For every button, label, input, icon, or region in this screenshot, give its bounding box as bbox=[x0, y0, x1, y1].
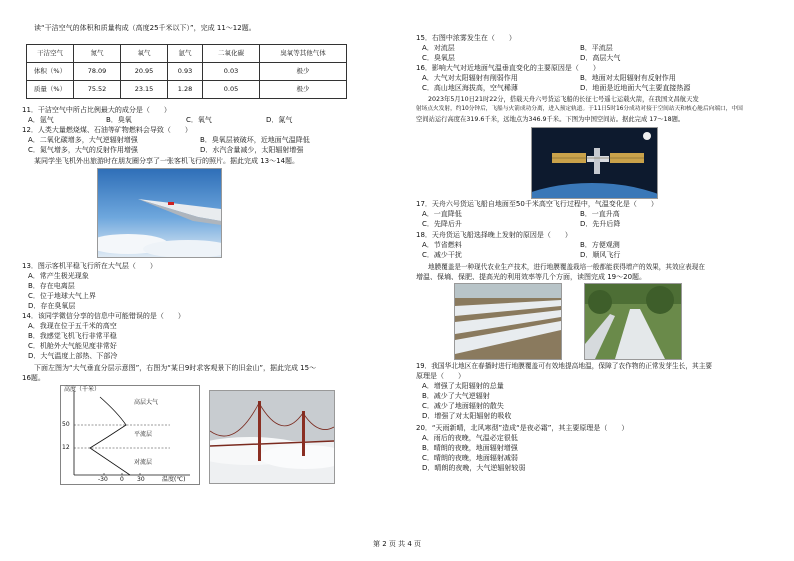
intro-17-18-line2: 射场点火发射，约10分钟后，飞船与火箭成功分离，进入预定轨道。于11日5时16分成功对接于空间站天和核心舱后向端口，中国 bbox=[416, 106, 743, 112]
q15-option-d[interactable]: D．高层大气 bbox=[580, 54, 621, 62]
question-19-cont: 原理是（ ） bbox=[416, 372, 465, 380]
tick-label-50: 50 bbox=[62, 421, 70, 428]
q11-option-c[interactable]: C．氧气 bbox=[186, 116, 212, 124]
table-cell: 体积（%） bbox=[27, 63, 74, 81]
fog-bridge-photo bbox=[209, 390, 335, 484]
table-cell: 75.52 bbox=[74, 81, 121, 99]
q11-option-b[interactable]: B．臭氧 bbox=[106, 116, 132, 124]
intro-19-20-line2: 增温、保墒、保肥、提高光的利用效率等几个方面，读图完成 19～20题。 bbox=[416, 273, 647, 281]
tick-label-minus30: -30 bbox=[98, 476, 108, 483]
q12-option-a[interactable]: A．二氧化碳增多，大气逆辐射增强 bbox=[28, 136, 138, 144]
table-cell: 臭氧等其他气体 bbox=[260, 45, 347, 63]
table-cell: 质量（%） bbox=[27, 81, 74, 99]
q16-option-c[interactable]: C．高山地区海拔高，空气稀薄 bbox=[422, 84, 518, 92]
atmosphere-layer-diagram bbox=[60, 385, 200, 485]
q17-option-a[interactable]: A．一直降低 bbox=[422, 210, 462, 218]
q13-option-c[interactable]: C．位于地球大气上界 bbox=[28, 292, 96, 300]
q19-option-b[interactable]: B．减少了大气逆辐射 bbox=[422, 392, 490, 400]
q13-option-d[interactable]: D．存在臭氧层 bbox=[28, 302, 76, 310]
page-footer: 第 2 页 共 4 页 bbox=[372, 540, 422, 548]
q19-option-c[interactable]: C．减少了地面辐射的散失 bbox=[422, 402, 504, 410]
q14-option-c[interactable]: C．机舱外大气能见度非常好 bbox=[28, 342, 117, 350]
table-cell: 二氧化碳 bbox=[203, 45, 260, 63]
question-15: 15．右图中浓雾发生在（ ） bbox=[416, 34, 516, 42]
tick-label-30: 30 bbox=[137, 476, 145, 483]
question-11: 11．干洁空气中所占比例最大的成分是（ ） bbox=[22, 106, 171, 114]
q14-option-d[interactable]: D．大气温度上部热、下部冷 bbox=[28, 352, 118, 360]
table-cell: 0.05 bbox=[203, 81, 260, 99]
intro-17-18-line3: 空间站运行高度在319.6千米，远地点为346.9千米。下图为中国空间站。据此完成 17～18题。 bbox=[416, 116, 685, 123]
q15-option-c[interactable]: C．臭氧层 bbox=[422, 54, 455, 62]
q13-option-a[interactable]: A．常产生极光现象 bbox=[28, 272, 89, 280]
layer-label-troposphere: 对流层 bbox=[134, 459, 153, 466]
q18-option-c[interactable]: C．减少干扰 bbox=[422, 251, 462, 259]
question-20: 20．“天雨新晴，北风寒彻”造成“是夜必霜”，其主要原理是（ ） bbox=[416, 424, 629, 432]
table-cell: 极少 bbox=[260, 81, 347, 99]
table-cell: 20.95 bbox=[121, 63, 168, 81]
q19-option-d[interactable]: D．增强了对太阳辐射的吸收 bbox=[422, 412, 512, 420]
table-cell: 1.28 bbox=[168, 81, 203, 99]
intro-15-16-cont: 16题。 bbox=[22, 374, 45, 382]
intro-13-14: 某同学坐飞机外出旅游时在朋友圈分享了一张客机飞行的照片。据此完成 13～14题。 bbox=[34, 157, 300, 165]
q20-option-c[interactable]: C．晴朗的夜晚，地面辐射减弱 bbox=[422, 454, 518, 462]
q16-option-a[interactable]: A．大气对太阳辐射有削弱作用 bbox=[422, 74, 518, 82]
table-cell: 0.93 bbox=[168, 63, 203, 81]
q11-option-a[interactable]: A．氩气 bbox=[28, 116, 54, 124]
table-row bbox=[27, 63, 347, 81]
q18-option-a[interactable]: A．节省燃料 bbox=[422, 241, 462, 249]
q12-option-d[interactable]: D．水汽含量减少，太阳辐射增强 bbox=[200, 146, 304, 154]
diagram-x-axis-label: 温度(℃) bbox=[162, 476, 186, 483]
q17-option-b[interactable]: B．一直升高 bbox=[580, 210, 620, 218]
space-station-photo bbox=[531, 127, 658, 199]
question-14: 14．该同学微信分享的信息中可能错误的是（ ） bbox=[22, 312, 185, 320]
q12-option-b[interactable]: B．臭氧层被破坏，近地面气温降低 bbox=[200, 136, 310, 144]
q17-option-d[interactable]: D．先升后降 bbox=[580, 220, 621, 228]
q18-option-b[interactable]: B．方便观测 bbox=[580, 241, 620, 249]
table-cell: 氩气 bbox=[168, 45, 203, 63]
q16-option-b[interactable]: B．地面对太阳辐射有反射作用 bbox=[580, 74, 676, 82]
question-12: 12．人类大量燃烧煤、石油等矿物燃料会导致（ ） bbox=[22, 126, 192, 134]
air-composition-table bbox=[26, 44, 347, 99]
q18-option-d[interactable]: D．顺风飞行 bbox=[580, 251, 621, 259]
table-cell: 23.15 bbox=[121, 81, 168, 99]
airplane-wing-photo bbox=[97, 168, 222, 258]
table-cell: 极少 bbox=[260, 63, 347, 81]
q15-option-a[interactable]: A．对流层 bbox=[422, 44, 455, 52]
intro-19-20-line1: 地膜覆盖是一种现代农业生产技术，进行地膜覆盖栽培一般都能获得增产的效果，其效应表现在 bbox=[428, 263, 705, 271]
intro-17-18-line1: 2023年5月10日21时22分，搭载天舟六号货运飞船的长征七号遥七运载火箭，在我国文昌航天发 bbox=[428, 96, 699, 103]
tick-label-12: 12 bbox=[62, 444, 70, 451]
layer-label-stratosphere: 平流层 bbox=[134, 431, 153, 438]
q14-option-a[interactable]: A．我现在位于五千米的高空 bbox=[28, 322, 117, 330]
intro-11-12: 读“干洁空气的体积和质量构成（高度25千米以下）”，完成 11～12题。 bbox=[34, 24, 256, 32]
q20-option-a[interactable]: A．雨后的夜晚，气温必定很低 bbox=[422, 434, 518, 442]
q20-option-b[interactable]: B．晴朗的夜晚，地面辐射增强 bbox=[422, 444, 518, 452]
table-cell: 氧气 bbox=[121, 45, 168, 63]
table-cell: 78.09 bbox=[74, 63, 121, 81]
question-19: 19．我国华北地区在春播时进行地膜覆盖可有效地提高地温，保障了农作物的正常发芽生长，其主要 bbox=[416, 362, 713, 370]
q14-option-b[interactable]: B．我感觉飞机飞行非常平稳 bbox=[28, 332, 117, 340]
q16-option-d[interactable]: D．地面是近地面大气主要直接热源 bbox=[580, 84, 691, 92]
q19-option-a[interactable]: A．增强了太阳辐射的总量 bbox=[422, 382, 504, 390]
q15-option-b[interactable]: B．平流层 bbox=[580, 44, 613, 52]
table-header-row bbox=[27, 45, 347, 63]
q17-option-c[interactable]: C．先降后升 bbox=[422, 220, 462, 228]
question-16: 16．影响大气对近地面气温垂直变化的主要原因是（ ） bbox=[416, 64, 600, 72]
question-17: 17．天舟六号货运飞船自地面至50千米高空飞行过程中，气温变化是（ ） bbox=[416, 200, 658, 208]
layer-label-upper: 高层大气 bbox=[134, 399, 159, 406]
tick-label-0: 0 bbox=[120, 476, 124, 483]
orchard-mulch-photo bbox=[584, 283, 682, 360]
q11-option-d[interactable]: D．氮气 bbox=[266, 116, 293, 124]
q12-option-c[interactable]: C．氮气增多，大气的反射作用增强 bbox=[28, 146, 138, 154]
question-18: 18．天舟货运飞船选择晚上发射的原因是（ ） bbox=[416, 231, 572, 239]
diagram-y-axis-label: 高度（千米） bbox=[64, 386, 101, 393]
q13-option-b[interactable]: B．存在电离层 bbox=[28, 282, 75, 290]
intro-15-16: 下面左图为“大气垂直分层示意图”，右图为“某日9时求客观景下的旧金山”，据此完成 15～ bbox=[34, 364, 317, 372]
table-cell: 干洁空气 bbox=[27, 45, 74, 63]
table-row bbox=[27, 81, 347, 99]
question-13: 13．图示客机平稳飞行所在大气层（ ） bbox=[22, 262, 157, 270]
table-cell: 0.03 bbox=[203, 63, 260, 81]
table-cell: 氮气 bbox=[74, 45, 121, 63]
plastic-mulch-field-photo bbox=[454, 283, 562, 360]
q20-option-d[interactable]: D．晴朗的夜晚，大气逆辐射较弱 bbox=[422, 464, 526, 472]
